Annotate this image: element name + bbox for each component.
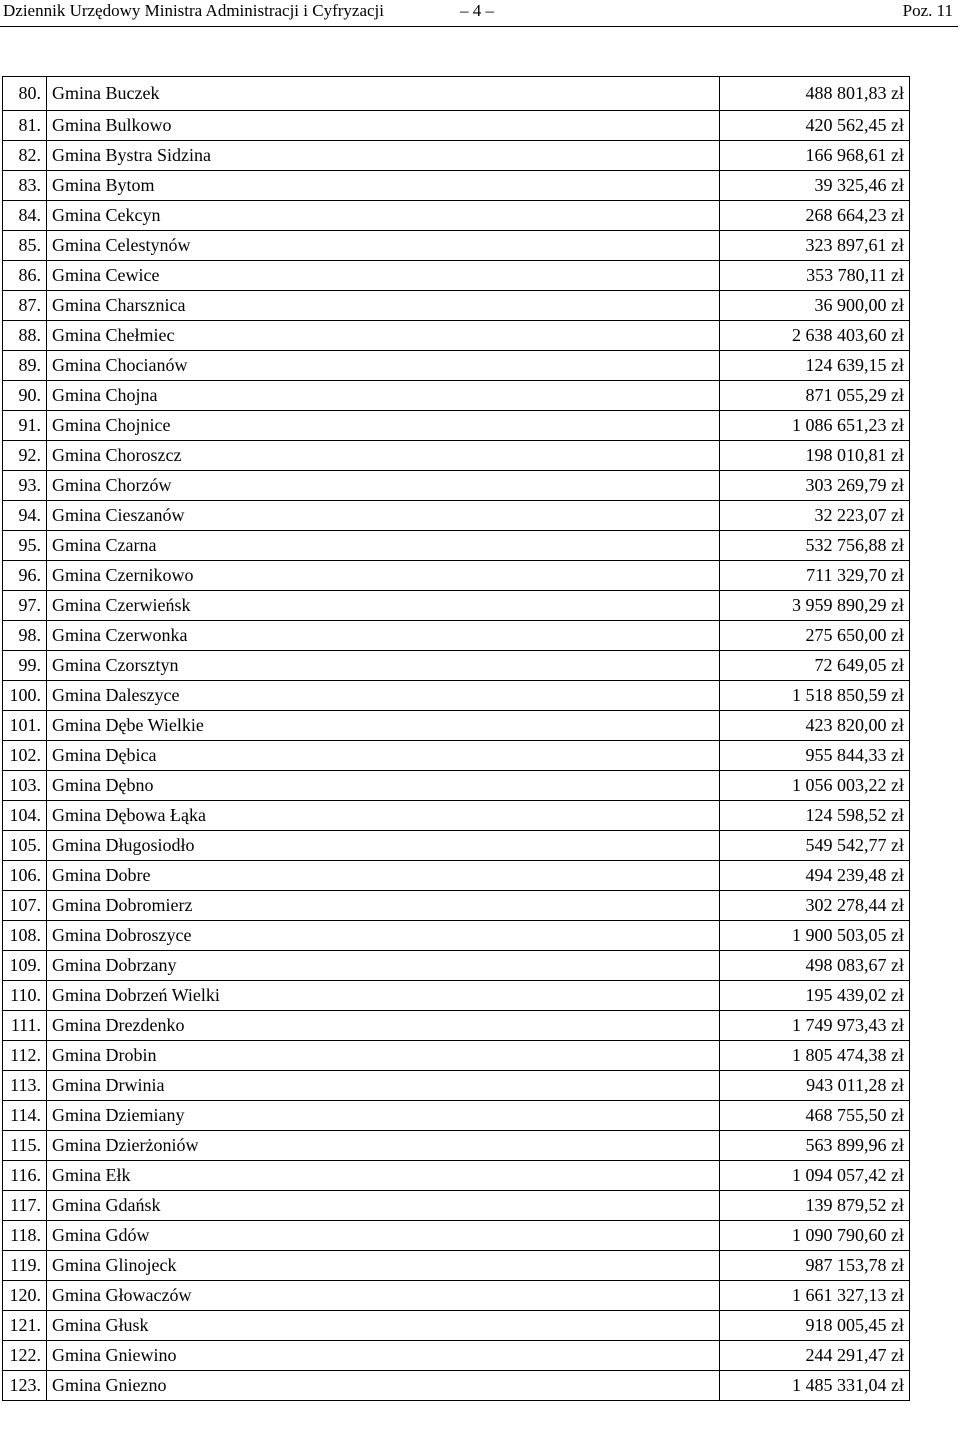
municipality-name: Gmina Chełmiec [47, 321, 720, 351]
table-row [3, 1041, 910, 1071]
municipality-name: Gmina Bytom [47, 171, 720, 201]
amount-value: 532 756,88 zł [720, 531, 910, 561]
row-number: 85. [3, 231, 47, 261]
amount-value: 563 899,96 zł [720, 1131, 910, 1161]
row-number: 96. [3, 561, 47, 591]
row-number: 119. [3, 1251, 47, 1281]
row-number: 90. [3, 381, 47, 411]
municipality-name: Gmina Glinojeck [47, 1251, 720, 1281]
municipality-name: Gmina Cewice [47, 261, 720, 291]
amount-value: 72 649,05 zł [720, 651, 910, 681]
municipality-name: Gmina Dobrzeń Wielki [47, 981, 720, 1011]
row-number: 107. [3, 891, 47, 921]
municipality-name: Gmina Dębno [47, 771, 720, 801]
table-row [3, 681, 910, 711]
row-number: 87. [3, 291, 47, 321]
table-row [3, 1341, 910, 1371]
municipality-name: Gmina Czarna [47, 531, 720, 561]
amount-value: 1 749 973,43 zł [720, 1011, 910, 1041]
amount-value: 353 780,11 zł [720, 261, 910, 291]
row-number: 92. [3, 441, 47, 471]
row-number: 80. [3, 77, 47, 111]
municipality-name: Gmina Dębe Wielkie [47, 711, 720, 741]
table-row [3, 591, 910, 621]
table-row [3, 471, 910, 501]
amount-value: 1 485 331,04 zł [720, 1371, 910, 1401]
municipality-name: Gmina Czorsztyn [47, 651, 720, 681]
row-number: 102. [3, 741, 47, 771]
row-number: 86. [3, 261, 47, 291]
table-row [3, 531, 910, 561]
row-number: 99. [3, 651, 47, 681]
municipality-name: Gmina Charsznica [47, 291, 720, 321]
municipality-name: Gmina Gniezno [47, 1371, 720, 1401]
amount-value: 198 010,81 zł [720, 441, 910, 471]
amount-value: 488 801,83 zł [720, 77, 910, 111]
page-header [0, 0, 958, 27]
table-row [3, 651, 910, 681]
amount-value: 918 005,45 zł [720, 1311, 910, 1341]
row-number: 89. [3, 351, 47, 381]
amount-value: 3 959 890,29 zł [720, 591, 910, 621]
amount-value: 494 239,48 zł [720, 861, 910, 891]
row-number: 114. [3, 1101, 47, 1131]
amount-value: 32 223,07 zł [720, 501, 910, 531]
row-number: 81. [3, 111, 47, 141]
table-row [3, 831, 910, 861]
row-number: 95. [3, 531, 47, 561]
municipality-name: Gmina Czerwonka [47, 621, 720, 651]
table-row [3, 411, 910, 441]
row-number: 101. [3, 711, 47, 741]
row-number: 98. [3, 621, 47, 651]
table-row [3, 1161, 910, 1191]
municipality-name: Gmina Gdańsk [47, 1191, 720, 1221]
row-number: 123. [3, 1371, 47, 1401]
municipality-name: Gmina Gdów [47, 1221, 720, 1251]
municipality-name: Gmina Dobrzany [47, 951, 720, 981]
amount-value: 955 844,33 zł [720, 741, 910, 771]
amount-value: 1 900 503,05 zł [720, 921, 910, 951]
municipality-name: Gmina Gniewino [47, 1341, 720, 1371]
amount-value: 302 278,44 zł [720, 891, 910, 921]
amount-value: 275 650,00 zł [720, 621, 910, 651]
row-number: 83. [3, 171, 47, 201]
row-number: 122. [3, 1341, 47, 1371]
amount-value: 943 011,28 zł [720, 1071, 910, 1101]
amount-value: 2 638 403,60 zł [720, 321, 910, 351]
municipality-name: Gmina Dębica [47, 741, 720, 771]
page-number: – 4 – [460, 1, 494, 20]
table-row [3, 981, 910, 1011]
table-row [3, 951, 910, 981]
table-row [3, 1251, 910, 1281]
amount-value: 39 325,46 zł [720, 171, 910, 201]
amount-value: 124 598,52 zł [720, 801, 910, 831]
table-row [3, 381, 910, 411]
municipality-name: Gmina Cieszanów [47, 501, 720, 531]
municipality-name: Gmina Drobin [47, 1041, 720, 1071]
municipality-name: Gmina Czerwieńsk [47, 591, 720, 621]
row-number: 105. [3, 831, 47, 861]
table-row [3, 501, 910, 531]
table-row [3, 1371, 910, 1401]
municipality-name: Gmina Bystra Sidzina [47, 141, 720, 171]
table-row [3, 891, 910, 921]
municipality-name: Gmina Dobromierz [47, 891, 720, 921]
table-row [3, 231, 910, 261]
amount-value: 1 518 850,59 zł [720, 681, 910, 711]
row-number: 111. [3, 1011, 47, 1041]
amount-value: 549 542,77 zł [720, 831, 910, 861]
amount-value: 420 562,45 zł [720, 111, 910, 141]
municipality-name: Gmina Daleszyce [47, 681, 720, 711]
municipality-name: Gmina Cekcyn [47, 201, 720, 231]
row-number: 106. [3, 861, 47, 891]
row-number: 84. [3, 201, 47, 231]
municipality-name: Gmina Dobre [47, 861, 720, 891]
municipality-name: Gmina Dębowa Łąka [47, 801, 720, 831]
amount-value: 871 055,29 zł [720, 381, 910, 411]
table-row [3, 77, 910, 111]
table-row [3, 1071, 910, 1101]
table-row [3, 321, 910, 351]
position-number: Poz. 11 [902, 1, 953, 20]
amount-value: 987 153,78 zł [720, 1251, 910, 1281]
row-number: 93. [3, 471, 47, 501]
amount-value: 36 900,00 zł [720, 291, 910, 321]
amount-value: 323 897,61 zł [720, 231, 910, 261]
table-row [3, 111, 910, 141]
municipality-table [2, 76, 910, 1401]
table-row [3, 1281, 910, 1311]
row-number: 108. [3, 921, 47, 951]
amount-value: 1 805 474,38 zł [720, 1041, 910, 1071]
amount-value: 498 083,67 zł [720, 951, 910, 981]
row-number: 94. [3, 501, 47, 531]
table-row [3, 921, 910, 951]
row-number: 110. [3, 981, 47, 1011]
municipality-name: Gmina Głowaczów [47, 1281, 720, 1311]
municipality-name: Gmina Chojnice [47, 411, 720, 441]
municipality-name: Gmina Drezdenko [47, 1011, 720, 1041]
row-number: 121. [3, 1311, 47, 1341]
municipality-name: Gmina Chojna [47, 381, 720, 411]
row-number: 117. [3, 1191, 47, 1221]
row-number: 91. [3, 411, 47, 441]
amount-value: 166 968,61 zł [720, 141, 910, 171]
municipality-name: Gmina Dziemiany [47, 1101, 720, 1131]
amount-value: 139 879,52 zł [720, 1191, 910, 1221]
table-row [3, 861, 910, 891]
row-number: 118. [3, 1221, 47, 1251]
row-number: 120. [3, 1281, 47, 1311]
row-number: 88. [3, 321, 47, 351]
amount-value: 1 086 651,23 zł [720, 411, 910, 441]
row-number: 116. [3, 1161, 47, 1191]
amount-value: 711 329,70 zł [720, 561, 910, 591]
table-row [3, 561, 910, 591]
table-body [3, 77, 910, 1401]
table-row [3, 261, 910, 291]
table-row [3, 1011, 910, 1041]
municipality-name: Gmina Dobroszyce [47, 921, 720, 951]
municipality-name: Gmina Bulkowo [47, 111, 720, 141]
municipality-name: Gmina Chorzów [47, 471, 720, 501]
table-row [3, 441, 910, 471]
municipality-name: Gmina Celestynów [47, 231, 720, 261]
amount-value: 423 820,00 zł [720, 711, 910, 741]
amount-value: 1 094 057,42 zł [720, 1161, 910, 1191]
row-number: 113. [3, 1071, 47, 1101]
row-number: 109. [3, 951, 47, 981]
row-number: 100. [3, 681, 47, 711]
municipality-name: Gmina Głusk [47, 1311, 720, 1341]
amount-value: 195 439,02 zł [720, 981, 910, 1011]
municipality-name: Gmina Ełk [47, 1161, 720, 1191]
table-row [3, 741, 910, 771]
municipality-name: Gmina Choroszcz [47, 441, 720, 471]
table-row [3, 171, 910, 201]
table-row [3, 201, 910, 231]
amount-value: 1 056 003,22 zł [720, 771, 910, 801]
amount-value: 1 661 327,13 zł [720, 1281, 910, 1311]
table-row [3, 351, 910, 381]
municipality-name: Gmina Dzierżoniów [47, 1131, 720, 1161]
amount-value: 303 269,79 zł [720, 471, 910, 501]
amount-value: 124 639,15 zł [720, 351, 910, 381]
table-row [3, 1221, 910, 1251]
row-number: 104. [3, 801, 47, 831]
table-row [3, 711, 910, 741]
table-row [3, 801, 910, 831]
amount-value: 1 090 790,60 zł [720, 1221, 910, 1251]
amount-value: 468 755,50 zł [720, 1101, 910, 1131]
municipality-name: Gmina Długosiodło [47, 831, 720, 861]
municipality-name: Gmina Buczek [47, 77, 720, 111]
municipality-name: Gmina Czernikowo [47, 561, 720, 591]
journal-title: Dziennik Urzędowy Ministra Administracji i Cyfryzacji [3, 1, 384, 20]
table-row [3, 621, 910, 651]
amount-value: 244 291,47 zł [720, 1341, 910, 1371]
table-row [3, 771, 910, 801]
row-number: 115. [3, 1131, 47, 1161]
table-row [3, 1191, 910, 1221]
row-number: 112. [3, 1041, 47, 1071]
table-row [3, 1101, 910, 1131]
municipality-name: Gmina Chocianów [47, 351, 720, 381]
table-row [3, 1131, 910, 1161]
table-row [3, 1311, 910, 1341]
table-row [3, 291, 910, 321]
row-number: 97. [3, 591, 47, 621]
row-number: 82. [3, 141, 47, 171]
table-row [3, 141, 910, 171]
municipality-name: Gmina Drwinia [47, 1071, 720, 1101]
row-number: 103. [3, 771, 47, 801]
amount-value: 268 664,23 zł [720, 201, 910, 231]
